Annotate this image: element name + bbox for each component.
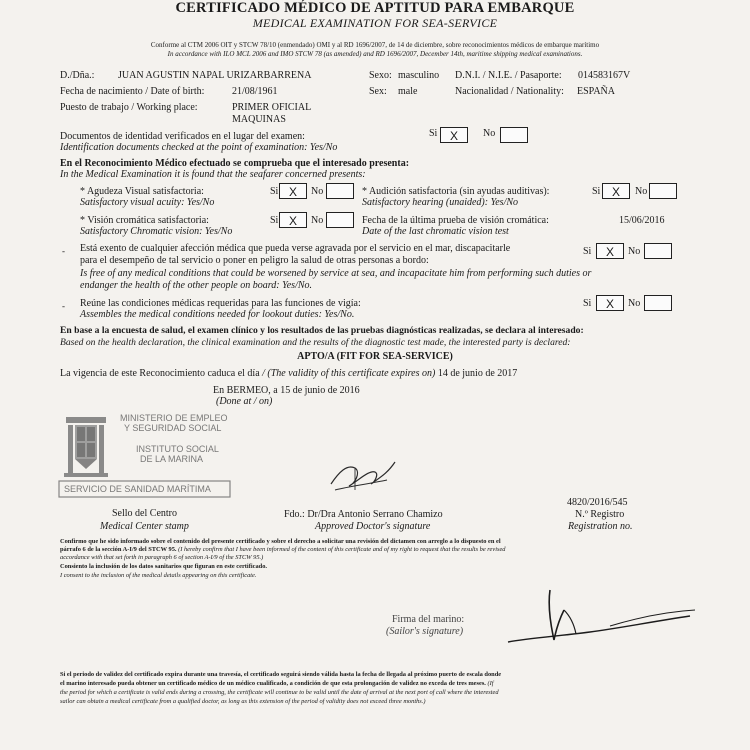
sailor-signature-label-en: (Sailor's signature) bbox=[386, 626, 464, 637]
chromatic-en: Satisfactory Chromatic vision: Yes/No bbox=[80, 226, 233, 237]
consent-line-4: Consiento la inclusión de los datos sanitarios que figuran en este certificado. bbox=[60, 563, 267, 570]
lookout-bullet-icon: - bbox=[62, 301, 65, 311]
sex-label-en: Sex: bbox=[369, 86, 387, 97]
chromatic-no-checkbox[interactable] bbox=[326, 212, 354, 228]
registration-number: 4820/2016/545 bbox=[567, 497, 628, 508]
footer-line-1: Si el periodo de validez del certificado expira durante una travesía, el certificado seguirá siendo válida hasta la fecha de llegada al próximo puerto de escala donde bbox=[60, 671, 502, 678]
sailor-signature-icon bbox=[490, 582, 700, 652]
id-no-label: No bbox=[483, 128, 496, 139]
birth-value: 21/08/1961 bbox=[232, 86, 278, 97]
last-chromatic-es: Fecha de la última prueba de visión cromática: bbox=[362, 215, 549, 226]
official-stamp: MINISTERIO DE EMPLEO Y SEGURIDAD SOCIAL INSTITUTO SOCIAL DE LA MARINA SERVICIO DE SANIDAD MARÍTIMA bbox=[58, 411, 233, 499]
lookout-no-checkbox[interactable] bbox=[644, 295, 672, 311]
visual-acuity-es: * Agudeza Visual satisfactoria: bbox=[80, 186, 204, 197]
visual-no-checkbox[interactable] bbox=[326, 183, 354, 199]
lookout-yes-checkbox[interactable]: X bbox=[596, 295, 624, 311]
seal-label-es: Sello del Centro bbox=[112, 508, 177, 519]
consent-line-1: Confirmo que he sido informado sobre el contenido del presente certificado y sobre el derecho a solicitar una revisión del dictamen con arreglo a lo dispuesto en el bbox=[60, 538, 501, 545]
visual-yes-checkbox[interactable]: X bbox=[279, 183, 307, 199]
job-label: Puesto de trabajo / Working place: bbox=[60, 102, 198, 113]
last-chromatic-en: Date of the last chromatic vision test bbox=[362, 226, 509, 237]
birth-label: Fecha de nacimiento / Date of birth: bbox=[60, 86, 205, 97]
hearing-no-checkbox[interactable] bbox=[649, 183, 677, 199]
exempt-es-1: Está exento de cualquier afección médica que pueda verse agravada por el servicio en el mar, discapacitarle bbox=[80, 243, 511, 254]
id-yes-label: Si bbox=[429, 128, 438, 139]
visual-yes-label: Si bbox=[270, 186, 279, 197]
chromatic-no-label: No bbox=[311, 215, 324, 226]
title-es: CERTIFICADO MÉDICO DE APTITUD PARA EMBARQUE bbox=[175, 0, 575, 16]
hearing-es: * Audición satisfactoria (sin ayudas auditivas): bbox=[362, 186, 550, 197]
name-value: JUAN AGUSTIN NAPAL URIZARBARRENA bbox=[118, 70, 312, 81]
conform-en: In accordance with ILO MCL 2006 and IMO STCW 78 (as amended) and RD 1696/2007, December 14th, maritime shipping medical examinations. bbox=[167, 50, 583, 58]
chromatic-yes-checkbox[interactable]: X bbox=[279, 212, 307, 228]
chromatic-es: * Visión cromática satisfactoria: bbox=[80, 215, 209, 226]
job-value-1: PRIMER OFICIAL bbox=[232, 102, 312, 113]
consent-line-5: I consent to the inclusion of the medical details appearing on this certificate. bbox=[60, 572, 257, 579]
exempt-en-1: Is free of any medical conditions that could be worsened by service at sea, and incapacitate him from performing such duties or bbox=[80, 268, 592, 279]
job-value-2: MAQUINAS bbox=[232, 114, 286, 125]
lookout-es: Reúne las condiciones médicas requeridas para las funciones de vigía: bbox=[80, 298, 361, 309]
dni-value: 014583167V bbox=[578, 70, 631, 81]
exempt-no-checkbox[interactable] bbox=[644, 243, 672, 259]
id-docs-es: Documentos de identidad verificados en el lugar del examen: bbox=[60, 131, 305, 142]
exempt-yes-checkbox[interactable]: X bbox=[596, 243, 624, 259]
lookout-no-label: No bbox=[628, 298, 641, 309]
validity-line: La vigencia de este Reconocimiento caduca el día / (The validity of this certificate expires on) 14 de junio de 2017 bbox=[60, 368, 518, 379]
hearing-no-label: No bbox=[635, 186, 648, 197]
consent-line-3: accordance with that set forth in paragraph 6 of section A-I/9 of the STCW 95.) bbox=[60, 554, 264, 561]
hearing-en: Satisfactory hearing (unaided): Yes/No bbox=[362, 197, 519, 208]
lookout-yes-label: Si bbox=[583, 298, 592, 309]
seal-label-en: Medical Center stamp bbox=[100, 521, 189, 532]
nationality-label: Nacionalidad / Nationality: bbox=[455, 86, 564, 97]
doctor-name: Fdo.: Dr/Dra Antonio Serrano Chamizo bbox=[284, 509, 443, 520]
nationality-value: ESPAÑA bbox=[577, 86, 615, 97]
footer-line-4: sailor can obtain a medical certificate from a qualified doctor, as long as this extension of the period of validity does not exceed three months.) bbox=[60, 698, 426, 705]
done-at-es: En BERMEO, a 15 de junio de 2016 bbox=[213, 385, 360, 396]
conform-es: Conforme al CTM 2006 OIT y STCW 78/10 (enmendado) OMI y al RD 1696/2007, de 14 de diciembre, sobre reconocimientos médicos de embarque marítimo bbox=[150, 41, 600, 49]
exam-heading-es: En el Reconocimiento Médico efectuado se comprueba que el interesado presenta: bbox=[60, 158, 410, 169]
sex-label: Sexo: bbox=[369, 70, 392, 81]
name-label: D./Dña.: bbox=[60, 70, 95, 81]
fitness-result: APTO/A (FIT FOR SEA-SERVICE) bbox=[297, 351, 453, 362]
exempt-es-2: para el desempeño de tal servicio o poner en peligro la salud de otras personas a bordo: bbox=[80, 255, 429, 266]
declaration-es: En base a la encuesta de salud, el examen clínico y los resultados de las pruebas diagnósticas realizadas, se declara al interesado: bbox=[60, 325, 584, 336]
sailor-signature-label-es: Firma del marino: bbox=[392, 614, 465, 625]
lookout-en: Assembles the medical conditions needed for lookout duties: Yes/No. bbox=[80, 309, 355, 320]
footer-line-3: the period for which a certificate is valid ends during a crossing, the certificate will continue to be valid until the date of arrival at the next port of call where the interested bbox=[60, 689, 499, 696]
done-at-en: (Done at / on) bbox=[216, 396, 273, 407]
registration-label-en: Registration no. bbox=[568, 521, 633, 532]
declaration-en: Based on the health declaration, the clinical examination and the results of the diagnostic test made, the interested party is declared: bbox=[60, 337, 571, 348]
exam-heading-en: In the Medical Examination it is found that the seafarer concerned presents: bbox=[60, 169, 366, 180]
chromatic-yes-label: Si bbox=[270, 215, 279, 226]
id-docs-en: Identification documents checked at the point of examination: Yes/No bbox=[60, 142, 338, 153]
hearing-yes-checkbox[interactable]: X bbox=[602, 183, 630, 199]
sex-value-en: male bbox=[398, 86, 418, 97]
exempt-bullet-icon: - bbox=[62, 246, 65, 256]
last-chromatic-date: 15/06/2016 bbox=[619, 215, 665, 226]
visual-no-label: No bbox=[311, 186, 324, 197]
dni-label: D.N.I. / N.I.E. / Pasaporte: bbox=[455, 70, 562, 81]
hearing-yes-label: Si bbox=[592, 186, 601, 197]
registration-label-es: N.º Registro bbox=[575, 509, 625, 520]
footer-line-2: el marino interesado pueda obtener un certificado médico de un médico cualificado, a condición de que esta prolongación de validez no exceda de tres meses. (If bbox=[60, 680, 494, 687]
title-en: MEDICAL EXAMINATION FOR SEA-SERVICE bbox=[252, 16, 498, 30]
exempt-en-2: endanger the health of the other people on board: Yes/No. bbox=[80, 280, 313, 291]
exempt-yes-label: Si bbox=[583, 246, 592, 257]
consent-line-2: párrafo 6 de la sección A-I/9 del STCW 95. (I hereby confirm that I have been informed of the content of this certificate and of my right to request that the results be revised bbox=[60, 546, 506, 553]
doctor-signature-label: Approved Doctor's signature bbox=[315, 521, 431, 532]
sex-value: masculino bbox=[398, 70, 440, 81]
doctor-signature-icon bbox=[325, 450, 405, 500]
id-no-checkbox[interactable] bbox=[500, 127, 528, 143]
exempt-no-label: No bbox=[628, 246, 641, 257]
id-yes-checkbox[interactable]: X bbox=[440, 127, 468, 143]
visual-acuity-en: Satisfactory visual acuity: Yes/No bbox=[80, 197, 215, 208]
